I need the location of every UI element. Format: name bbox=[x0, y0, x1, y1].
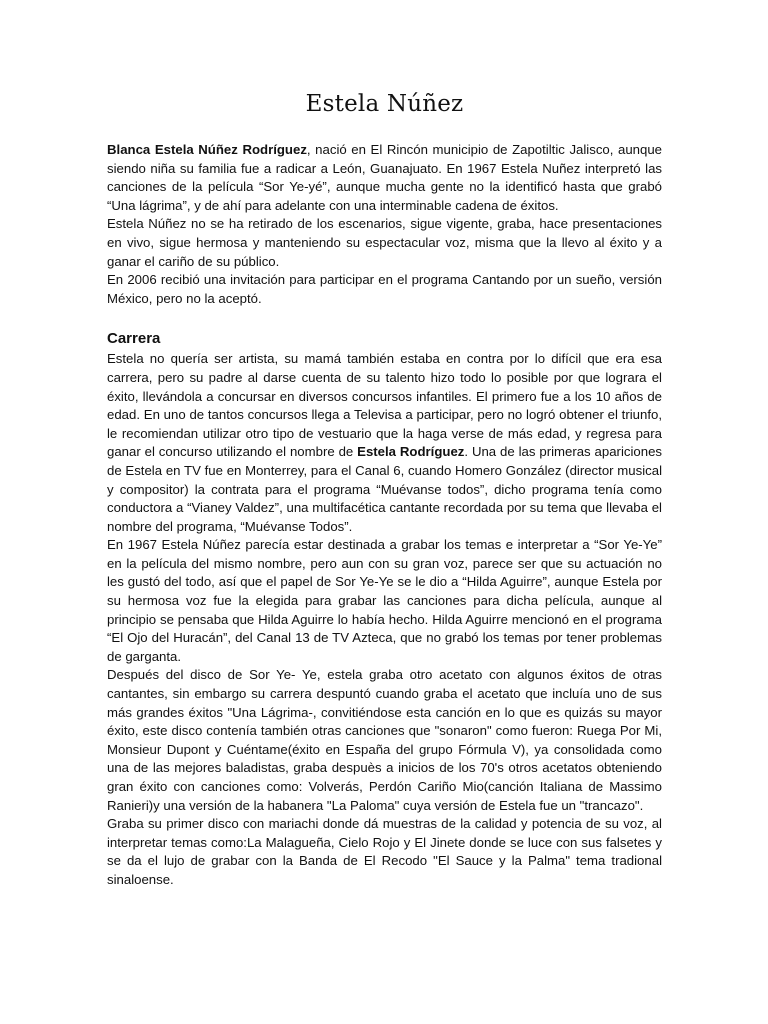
carrera-paragraph-4: Graba su primer disco con mariachi donde dá muestras de la calidad y potencia de su voz, al interpretar temas como:La Malagueña, Cielo Rojo y El Jinete donde se luce con sus falsetes y se da el lujo de grabar con la Banda de El Recodo "El Sauce y la Palma" tema tradional sinaloense. bbox=[107, 816, 662, 887]
carrera-bold-name: Estela Rodríguez bbox=[357, 444, 465, 460]
intro-paragraph-1-text: , nació en El Rincón municipio de Zapotiltic Jalisco, aunque siendo niña su familia fue a radicar a León, Guanajuato. En 1967 Estela Nuñez interpretó las canciones de la película “Sor Ye-yé”, aunque mucha gente no la identificó hasta que grabó “Una lágrima”, y de ahí para adelante con una interminable cadena de éxitos. bbox=[107, 142, 663, 213]
intro-paragraph-2: Estela Núñez no se ha retirado de los escenarios, sigue vigente, graba, hace presentaciones en vivo, sigue hermosa y manteniendo su espectacular voz, misma que la llevo al éxito y a ganar el cariño de su público. bbox=[107, 216, 662, 269]
carrera-paragraph-1 bbox=[107, 350, 662, 536]
document-title: Estela Núñez bbox=[305, 91, 464, 117]
carrera-paragraph-1-text-b: . Una de las primeras apariciones de Estela en TV fue en Monterrey, para el Canal 6, cuando Homero González (director musical y compositor) la contrata para el programa “Muévanse todos”, dicho programa tenía como conductora a “Vianey Valdez”, una multifacética cantante recordada por su tema que llevaba el nombre del programa, “Muévanse Todos”. bbox=[107, 444, 662, 534]
carrera-paragraph-1-text-a: Estela no quería ser artista, su mamá también estaba en contra por lo difícil que era esa carrera, pero su padre al darse cuenta de su talento hizo todo lo posible por que lograra el éxito, llevándola a concursar en diversos concursos infantiles. El primero fue a los 10 años de edad. En uno de tantos concursos llega a Televisa a participar, pero no logró obtener el triunfo, le recomiendan utilizar otro tipo de vestuario que la haga verse de más edad, y regresa para ganar el concurso utilizando el nombre de bbox=[107, 351, 662, 460]
section-heading-carrera: Carrera bbox=[107, 330, 161, 348]
document-page bbox=[107, 0, 662, 890]
carrera-paragraph-2: En 1967 Estela Núñez parecía estar destinada a grabar los temas e interpretar a “Sor Ye-Ye” en la película del mismo nombre, pero aun con su gran voz, parece ser que su actuación no les gustó del todo, así que el papel de Sor Ye-Ye se le dio a “Hilda Aguirre”, aunque Estela por su hermosa voz fue la elegida para grabar las canciones para dicha película, aunque al principio se pensaba que Hilda Aguirre lo había hecho. Hilda Aguirre mencionó en el programa “El Ojo del Huracán”, del Canal 13 de TV Azteca, que no grabó los temas por tener problemas de garganta. bbox=[107, 537, 662, 664]
carrera-paragraph-3: Después del disco de Sor Ye- Ye, estela graba otro acetato con algunos éxitos de otras cantantes, sin embargo su carrera despuntó cuando graba el acetato que incluía uno de sus más grandes éxitos "Una Lágrima‐, convitiéndose esta canción en lo que es quizás su mayor éxito, este disco contenía también otras canciones que "sonaron" como fueron: Ruega Por Mi, Monsieur Dupont y Cuéntame(éxito en España del grupo Fórmula V), ya consolidada como una de las mejores baladistas, graba despuès a inicios de los 70's otros acetatos obteniendo gran éxito con canciones como: Volverás, Perdón Cariño Mio(canción Italiana de Massimo Ranieri)y una versión de la habanera "La Paloma" cuya versión de Estela fue un "trancazo". bbox=[107, 667, 662, 813]
intro-bold-name: Blanca Estela Núñez Rodríguez bbox=[107, 142, 307, 157]
intro-paragraph-1 bbox=[107, 141, 662, 215]
intro-paragraph-3: En 2006 recibió una invitación para participar en el programa Cantando por un sueño, versión México, pero no la aceptó. bbox=[107, 272, 662, 306]
